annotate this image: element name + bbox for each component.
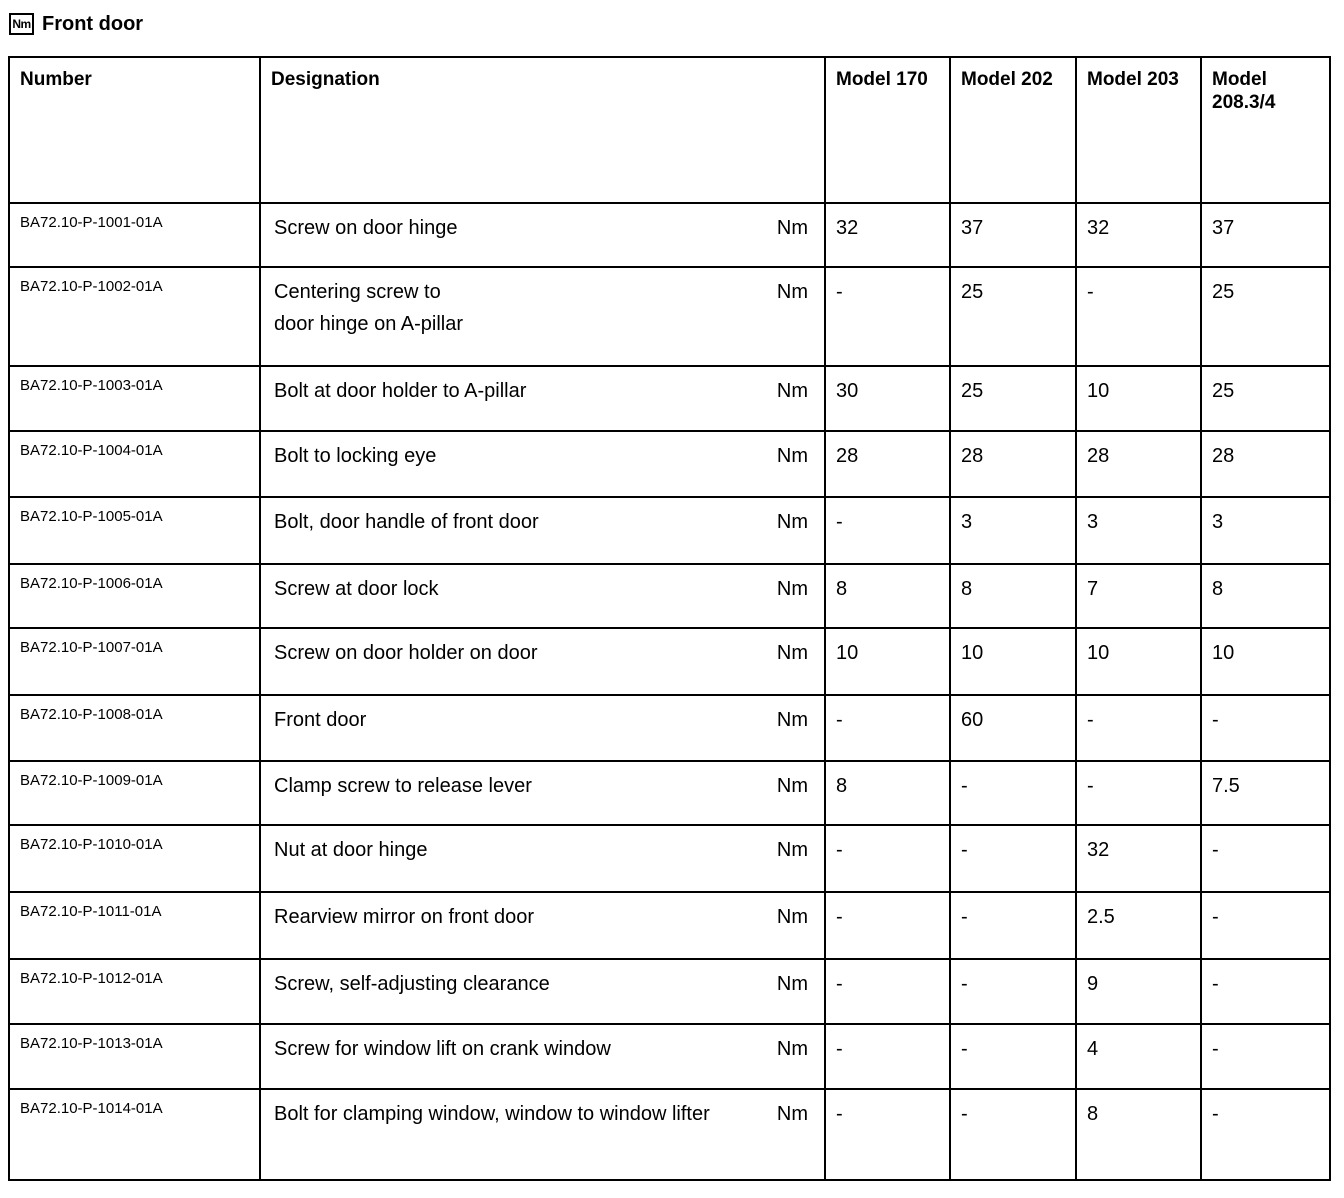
unit-label: Nm (776, 445, 808, 467)
designation-text: Centering screw to (274, 281, 441, 303)
cell-number: BA72.10-P-1005-01A (9, 497, 260, 564)
cell-model-203: 28 (1076, 431, 1201, 497)
cell-model-208: - (1201, 959, 1330, 1024)
cell-number: BA72.10-P-1013-01A (9, 1024, 260, 1089)
unit-label: Nm (776, 709, 808, 731)
cell-model-170: - (825, 959, 950, 1024)
cell-designation (260, 366, 825, 431)
cell-designation (260, 892, 825, 959)
cell-model-170: 10 (825, 628, 950, 695)
cell-number: BA72.10-P-1004-01A (9, 431, 260, 497)
designation-text: Bolt to locking eye (274, 445, 437, 467)
cell-designation (260, 1089, 825, 1180)
cell-model-170: - (825, 825, 950, 892)
table-row (9, 366, 1330, 431)
table-row (9, 959, 1330, 1024)
cell-model-203: - (1076, 267, 1201, 366)
designation-text: Screw at door lock (274, 578, 439, 600)
cell-model-208: - (1201, 892, 1330, 959)
designation-text: Screw on door hinge (274, 217, 458, 239)
cell-model-203: 9 (1076, 959, 1201, 1024)
page-title: Front door (42, 12, 144, 35)
cell-model-208: - (1201, 1024, 1330, 1089)
cell-model-208: 37 (1201, 203, 1330, 267)
cell-model-208: - (1201, 695, 1330, 761)
cell-model-202: - (950, 1024, 1076, 1089)
cell-model-202: - (950, 761, 1076, 825)
cell-model-203: 7 (1076, 564, 1201, 628)
cell-model-202: 60 (950, 695, 1076, 761)
designation-text: Rearview mirror on front door (274, 906, 535, 928)
cell-model-202: 28 (950, 431, 1076, 497)
designation-text: Screw, self-adjusting clearance (274, 973, 550, 995)
cell-model-203: 4 (1076, 1024, 1201, 1089)
designation-text: Screw for window lift on crank window (274, 1038, 611, 1060)
cell-designation (260, 203, 825, 267)
cell-model-203: 32 (1076, 203, 1201, 267)
header-model-208: Model 208.3/4 (1201, 57, 1330, 203)
cell-number: BA72.10-P-1014-01A (9, 1089, 260, 1180)
cell-designation (260, 431, 825, 497)
table-row (9, 825, 1330, 892)
cell-number: BA72.10-P-1001-01A (9, 203, 260, 267)
table-row (9, 203, 1330, 267)
unit-label: Nm (776, 1038, 808, 1060)
designation-text: Nut at door hinge (274, 839, 428, 861)
cell-model-203: 3 (1076, 497, 1201, 564)
cell-number: BA72.10-P-1012-01A (9, 959, 260, 1024)
unit-label: Nm (776, 775, 808, 797)
designation-text: Bolt for clamping window, window to window lifter (274, 1103, 710, 1125)
cell-designation (260, 267, 825, 366)
cell-number: BA72.10-P-1007-01A (9, 628, 260, 695)
unit-label: Nm (776, 973, 808, 995)
table-row (9, 431, 1330, 497)
cell-model-208: - (1201, 1089, 1330, 1180)
cell-designation (260, 825, 825, 892)
cell-model-170: 32 (825, 203, 950, 267)
table-row (9, 1089, 1330, 1180)
cell-designation (260, 761, 825, 825)
unit-label: Nm (776, 281, 808, 303)
cell-designation (260, 1024, 825, 1089)
unit-label: Nm (776, 578, 808, 600)
cell-model-202: 10 (950, 628, 1076, 695)
cell-model-203: 2.5 (1076, 892, 1201, 959)
cell-model-170: 8 (825, 564, 950, 628)
cell-model-170: - (825, 497, 950, 564)
cell-model-208: 8 (1201, 564, 1330, 628)
cell-designation (260, 959, 825, 1024)
header-number: Number (9, 57, 260, 203)
cell-model-208: 10 (1201, 628, 1330, 695)
cell-number: BA72.10-P-1011-01A (9, 892, 260, 959)
cell-model-170: - (825, 892, 950, 959)
table-row (9, 1024, 1330, 1089)
table-row (9, 892, 1330, 959)
unit-label: Nm (776, 642, 808, 664)
header-model-202: Model 202 (950, 57, 1076, 203)
cell-number: BA72.10-P-1003-01A (9, 366, 260, 431)
unit-label: Nm (776, 1103, 808, 1125)
cell-number: BA72.10-P-1002-01A (9, 267, 260, 366)
cell-model-202: 3 (950, 497, 1076, 564)
cell-model-203: - (1076, 695, 1201, 761)
cell-number: BA72.10-P-1010-01A (9, 825, 260, 892)
header-designation: Designation (260, 57, 825, 203)
designation-text: Screw on door holder on door (274, 642, 538, 664)
unit-label: Nm (776, 380, 808, 402)
cell-model-208: - (1201, 825, 1330, 892)
cell-model-208: 3 (1201, 497, 1330, 564)
header-model-170: Model 170 (825, 57, 950, 203)
unit-label: Nm (776, 839, 808, 861)
torque-nm-icon: Nm (9, 13, 34, 35)
cell-model-202: 8 (950, 564, 1076, 628)
table-row (9, 564, 1330, 628)
unit-label: Nm (776, 217, 808, 239)
page-heading (9, 10, 143, 38)
cell-model-202: - (950, 959, 1076, 1024)
cell-model-202: - (950, 1089, 1076, 1180)
cell-model-170: - (825, 1024, 950, 1089)
cell-model-202: - (950, 892, 1076, 959)
cell-designation (260, 564, 825, 628)
cell-model-170: - (825, 695, 950, 761)
table-row (9, 761, 1330, 825)
cell-number: BA72.10-P-1008-01A (9, 695, 260, 761)
cell-model-208: 25 (1201, 366, 1330, 431)
cell-model-208: 28 (1201, 431, 1330, 497)
cell-number: BA72.10-P-1006-01A (9, 564, 260, 628)
designation-text: Bolt at door holder to A-pillar (274, 380, 527, 402)
table-row (9, 628, 1330, 695)
cell-model-170: - (825, 1089, 950, 1180)
cell-model-202: 37 (950, 203, 1076, 267)
cell-model-208: 25 (1201, 267, 1330, 366)
designation-text: Clamp screw to release lever (274, 775, 532, 797)
cell-model-203: 8 (1076, 1089, 1201, 1180)
header-model-203: Model 203 (1076, 57, 1201, 203)
table-header-row (9, 57, 1330, 203)
table-row (9, 497, 1330, 564)
cell-model-208: 7.5 (1201, 761, 1330, 825)
torque-table (8, 56, 1331, 1181)
designation-text: Bolt, door handle of front door (274, 511, 539, 533)
unit-label: Nm (776, 906, 808, 928)
cell-model-170: - (825, 267, 950, 366)
cell-model-170: 30 (825, 366, 950, 431)
cell-designation (260, 628, 825, 695)
cell-model-202: 25 (950, 366, 1076, 431)
cell-number: BA72.10-P-1009-01A (9, 761, 260, 825)
designation-text: Front door (274, 709, 367, 731)
cell-designation (260, 497, 825, 564)
table-row (9, 267, 1330, 366)
cell-model-203: - (1076, 761, 1201, 825)
cell-model-170: 8 (825, 761, 950, 825)
cell-model-170: 28 (825, 431, 950, 497)
cell-model-203: 32 (1076, 825, 1201, 892)
table-row (9, 695, 1330, 761)
unit-label: Nm (776, 511, 808, 533)
designation-text-line2: door hinge on A-pillar (274, 313, 464, 335)
cell-model-202: - (950, 825, 1076, 892)
cell-model-203: 10 (1076, 628, 1201, 695)
cell-model-203: 10 (1076, 366, 1201, 431)
cell-designation (260, 695, 825, 761)
cell-model-202: 25 (950, 267, 1076, 366)
